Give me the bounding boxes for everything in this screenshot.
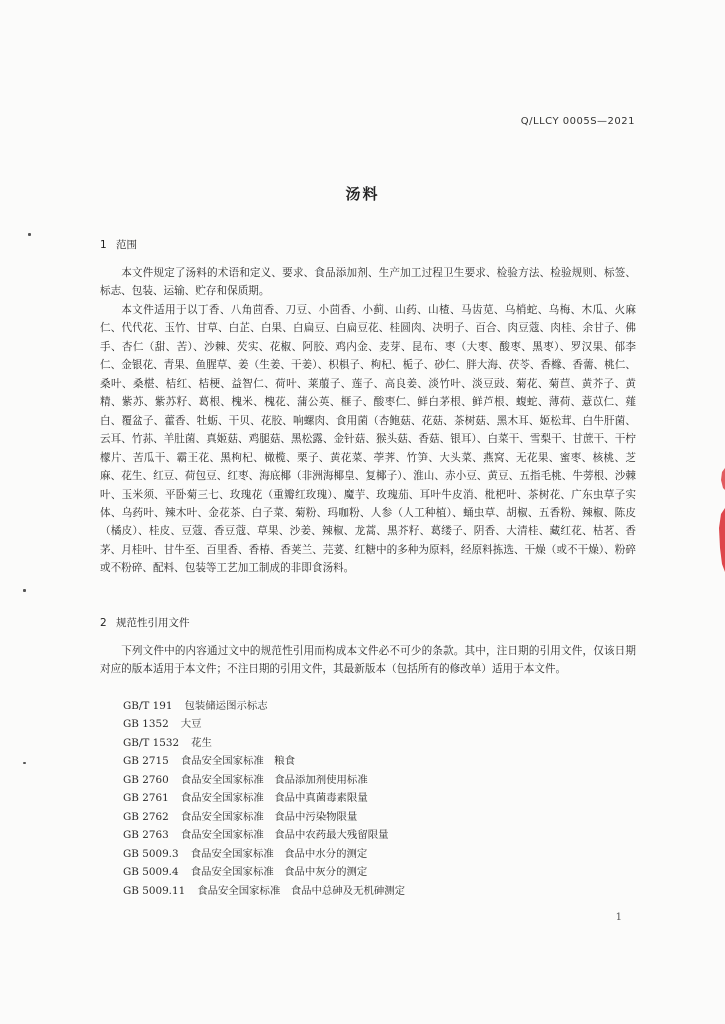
section-number: 1 (100, 239, 107, 251)
scope-paragraph-2: 本文件适用于以丁香、八角茴香、刀豆、小茴香、小蓟、山药、山楂、马齿苋、乌梢蛇、乌梅、木瓜、火麻仁、代代花、玉竹、甘草、白芷、白果、白扁豆、白扁豆花、桂圆肉、决明子、百合、肉豆蔻、肉桂、余甘子、佛手、杏仁（甜、苦）、沙棘、芡实、花椒、阿胶、鸡内金、麦芽、昆布、枣（大枣、酸枣、黑枣）、罗汉果、郁李仁、金银花、青果、鱼腥草、姜（生姜、干姜）、枳椇子、枸杞、栀子、砂仁、胖大海、茯苓、香橼、香薷、桃仁、桑叶、桑椹、桔红、桔梗、益智仁、荷叶、莱菔子、莲子、高良姜、淡竹叶、淡豆豉、菊花、菊苣、黄芥子、黄精、紫苏、紫苏籽、葛根、槐米、槐花、蒲公英、榧子、酸枣仁、鲜白茅根、鲜芦根、蝮蛇、薄荷、薏苡仁、薤白、覆盆子、藿香、牡蛎、干贝、花胶、响螺肉、食用菌（杏鲍菇、花菇、茶树菇、黑木耳、姬松茸、白牛肝菌、云耳、竹荪、羊肚菌、真姬菇、鸡腿菇、黑松露、金针菇、猴头菇、香菇、银耳）、白菜干、雪梨干、甘蔗干、干柠檬片、苦瓜干、霸王花、黑枸杞、橄榄、栗子、黄花菜、荸荠、竹笋、大头菜、燕窝、无花果、蜜枣、核桃、芝麻、花生、红豆、荷包豆、红枣、海底椰（非洲海椰皇、复椰子）、淮山、赤小豆、黄豆、五指毛桃、牛蒡根、沙棘叶、玉米须、平卧菊三七、玫瑰花（重瓣红玫瑰）、魔芋、玫瑰茄、耳叶牛皮消、枇杷叶、茶树花、广东虫草子实体、乌药叶、辣木叶、金花茶、白子菜、菊粉、玛咖粉、人参（人工种植）、蛹虫草、胡椒、五香粉、辣椒、陈皮（橘皮）、桂皮、豆蔻、香豆蔻、草果、沙姜、辣椒、龙蒿、黑芥籽、葛缕子、阴香、大清桂、藏红花、枯茗、香茅、月桂叶、甘牛至、百里香、香椿、香荚兰、芫荽、红糖中的多种为原料，经原料拣选、干燥（或不干燥）、粉碎或不粉碎、配料、包装等工艺加工制成的非即食汤料。 (100, 304, 636, 575)
section-title: 规范性引用文件 (116, 617, 190, 629)
reference-list (123, 697, 405, 900)
reference-item (123, 863, 405, 881)
reference-item (123, 826, 405, 844)
page-number: 1 (615, 912, 622, 923)
section-title: 范围 (116, 239, 137, 251)
reference-code: GB 1352 (123, 718, 169, 731)
reference-code: GB 2761 (123, 792, 169, 805)
reference-item (123, 882, 405, 900)
scan-speck (23, 762, 26, 764)
reference-title: 花生 (191, 736, 212, 749)
section-2-heading (100, 615, 190, 630)
reference-code: GB 2763 (123, 829, 169, 842)
reference-item (123, 715, 405, 733)
reference-title: 食品安全国家标准 食品中灰分的测定 (190, 866, 368, 879)
reference-item (123, 845, 405, 863)
scan-speck (23, 589, 26, 592)
reference-title: 包装储运图示标志 (184, 700, 268, 712)
reference-item (123, 752, 405, 770)
reference-title: 食品安全国家标准 食品添加剂使用标准 (180, 773, 368, 786)
section-number: 2 (100, 617, 107, 629)
reference-title: 食品安全国家标准 食品中总砷及无机砷测定 (197, 884, 406, 897)
reference-item (123, 808, 405, 826)
reference-code: GB 5009.3 (123, 847, 179, 860)
reference-title: 食品安全国家标准 粮食 (180, 755, 295, 768)
reference-item (123, 697, 405, 715)
reference-code: GB 5009.11 (123, 884, 186, 897)
document-title: 汤料 (345, 185, 380, 203)
reference-code: GB 2762 (123, 810, 169, 823)
reference-item (123, 734, 405, 752)
reference-item (123, 789, 405, 807)
reference-title: 食品安全国家标准 食品中水分的测定 (190, 847, 368, 860)
reference-title: 食品安全国家标准 食品中污染物限量 (180, 810, 358, 823)
reference-code: GB 2760 (123, 773, 169, 786)
reference-item (123, 771, 405, 789)
reference-title: 食品安全国家标准 食品中真菌毒素限量 (180, 792, 368, 805)
reference-code: GB/T 191 (123, 700, 173, 712)
reference-title: 食品安全国家标准 食品中农药最大残留限量 (180, 829, 389, 842)
reference-title: 大豆 (180, 718, 202, 731)
reference-code: GB/T 1532 (123, 736, 180, 749)
standard-code: Q/LLCY 0005S—2021 (520, 116, 635, 127)
reference-code: GB 2715 (123, 755, 169, 768)
scope-paragraph-1: 本文件规定了汤料的术语和定义、要求、食品添加剂、生产加工过程卫生要求、检验方法、检验规则、标签、标志、包装、运输、贮存和保质期。 (100, 267, 636, 298)
normative-references-paragraph: 下列文件中的内容通过文中的规范性引用而构成本文件必不可少的条款。其中，注日期的引用文件，仅该日期对应的版本适用于本文件；不注日期的引用文件，其最新版本（包括所有的修改单）适用于本文件。 (100, 645, 636, 676)
section-1-heading (100, 237, 137, 252)
scan-speck (28, 233, 31, 236)
seal-stamp-edge (715, 468, 725, 574)
reference-code: GB 5009.4 (123, 866, 179, 879)
